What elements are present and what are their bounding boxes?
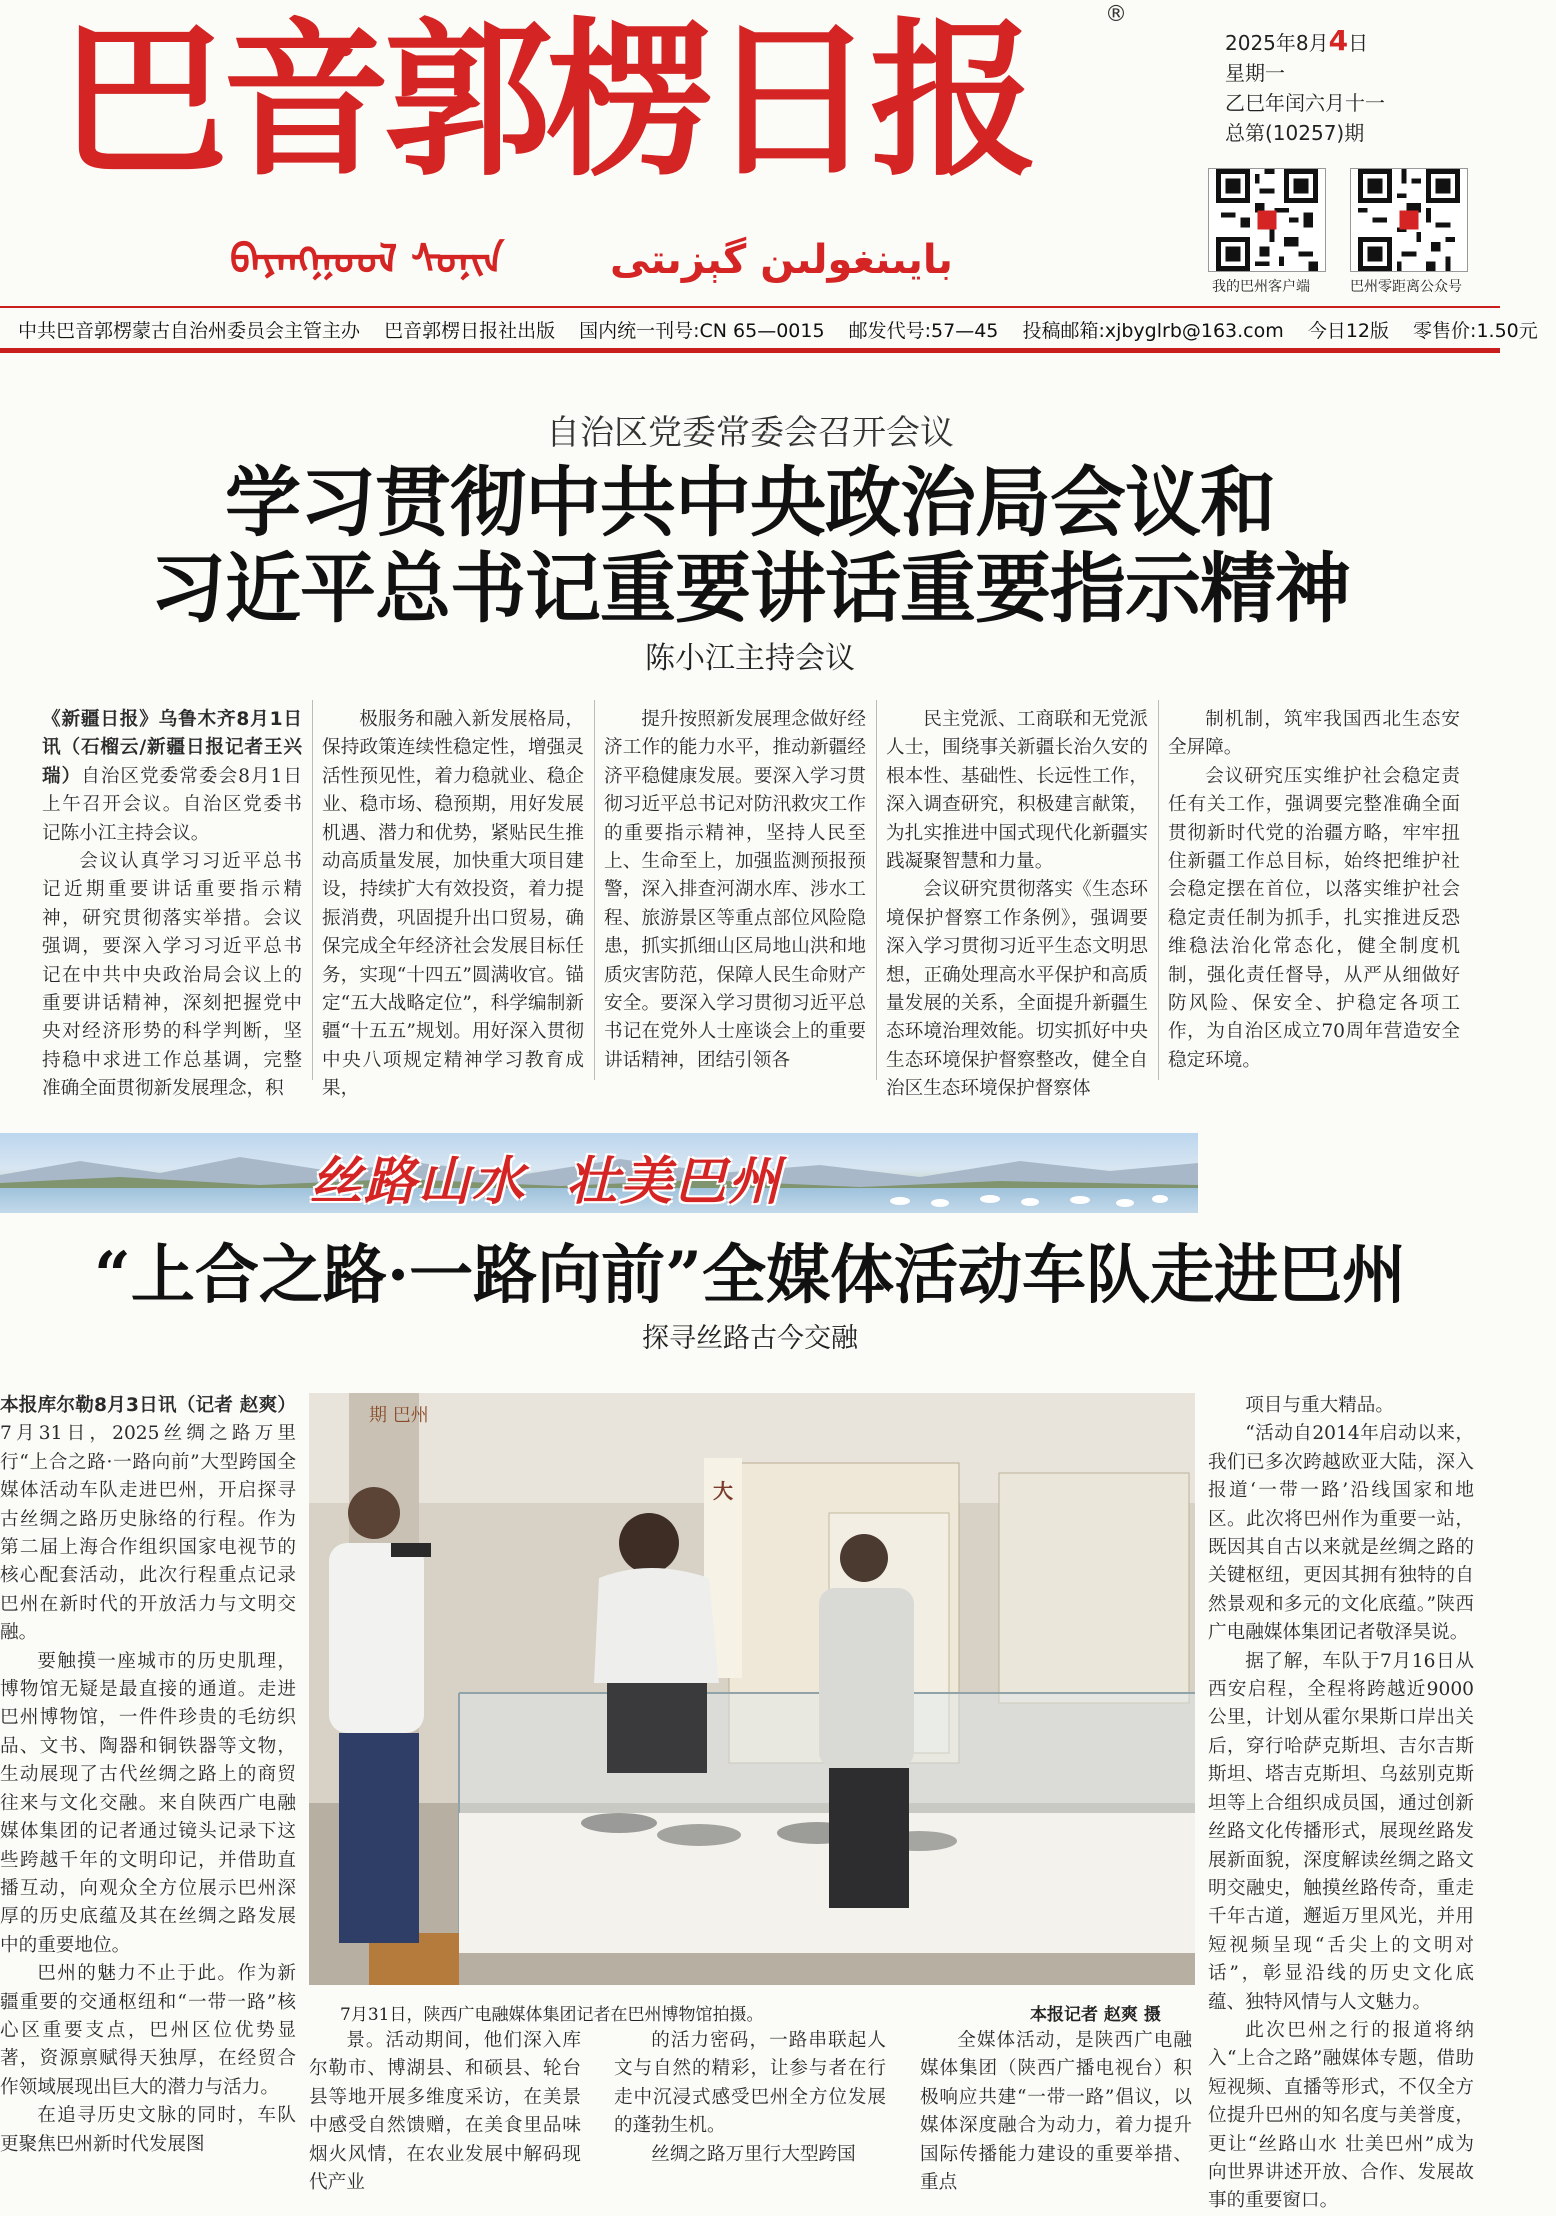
article-paragraph: 会议认真学习习近平总书记近期重要讲话重要指示精神，研究贯彻落实举措。会议强调，要深入学习习近平总书记在中共中央政治局会议上的重要讲话精神，深刻把握党中央对经济形势的科学判断，坚持稳中求进工作总基调，完整准确全面贯彻新发展理念，积	[42, 851, 302, 1100]
lunar-date: 乙巳年闰六月十一	[1225, 91, 1385, 115]
article-paragraph: 制机制，筑牢我国西北生态安全屏障。	[1168, 709, 1460, 759]
article-paragraph: 景。活动期间，他们深入库尔勒市、博湖县、和硕县、轮台县等地开展多维度采访，在美景中感受自然馈赠，在美食里品味烟火风情，在农业发展中解码现代产业	[309, 2030, 581, 2194]
lead-column-1: 《新疆日报》乌鲁木齐8月1日讯（石榴云/新疆日报记者王兴瑞）自治区党委常委会8月1日上午召开会议。自治区党委书记陈小江主持会议。 会议认真学习习近平总书记近期重要讲话重要指示精神，研究贯彻落实举措。会议强调，要深入学习习近平总书记在中共中央政治局会议上的重要讲话精神，深刻把握党中央对经济形势的科学判断，坚持稳中求进工作总基调，完整准确全面贯彻新发展理念，积	[42, 706, 302, 1086]
feature-bottom-column-2	[614, 2027, 886, 2188]
info-page-count: 今日12版	[1307, 320, 1389, 342]
column-divider	[876, 700, 877, 1080]
top-rule	[0, 306, 1500, 308]
lead-headline-line1: 学习贯彻中共中央政治局会议和	[225, 458, 1275, 547]
lead-column-3	[604, 706, 866, 1086]
article-paragraph: 在追寻历史文脉的同时，车队更聚焦巴州新时代发展图	[0, 2105, 296, 2155]
feature-bottom-column-3	[920, 2027, 1192, 2194]
column-divider	[312, 700, 313, 1080]
article-paragraph: 要触摸一座城市的历史肌理，博物馆无疑是最直接的通道。走进巴州博物馆，一件件珍贵的毛纺织品、文书、陶器和铜铁器等文物，生动展现了古代丝绸之路上的商贸往来与文化交融。来自陕西广电融媒体集团的记者通过镜头记录下这些跨越千年的文明印记，并借助直播互动，向观众全方位展示巴州深厚的历史底蕴及其在丝绸之路发展中的重要地位。	[0, 1650, 296, 1956]
uyghur-title: بايىنغولىن گېزىتى	[610, 237, 953, 283]
feature-dateline: 本报库尔勒8月3日讯（记者 赵爽）	[0, 1395, 296, 1416]
info-price: 零售价:1.50元	[1413, 320, 1538, 342]
lead-kicker: 自治区党委常委会召开会议	[546, 413, 954, 453]
lead-headline-line2: 习近平总书记重要讲话重要指示精神	[150, 544, 1350, 633]
mongolian-title: ᠪᠠᠶᠠᠩᠭᠣᠣᠯ ᠰᠣᠨᠢᠨ	[230, 237, 505, 283]
info-postal-code: 邮发代号:57—45	[848, 320, 999, 342]
feature-headline: “上合之路·一路向前”全媒体活动车队走进巴州	[94, 1238, 1406, 1313]
article-paragraph: 巴州的魅力不止于此。作为新疆重要的交通枢纽和“一带一路”核心区重要支点，巴州区位优势显著，资源禀赋得天独厚，在经贸合作领域展现出巨大的潜力与活力。	[0, 1963, 296, 2098]
article-paragraph: 提升按照新发展理念做好经济工作的能力水平，推动新疆经济平稳健康发展。要深入学习贯彻习近平总书记对防汛救灾工作的重要指示精神，坚持人民至上、生命至上，加强监测预报预警，深入排查河湖水库、涉水工程、旅游景区等重点部位风险隐患，抓实抓细山区局地山洪和地质灾害防范，保障人民生命财产安全。要深入学习贯彻习近平总书记在党外人士座谈会上的重要讲话精神，团结引领各	[604, 709, 866, 1071]
photo-caption: 7月31日，陕西广电融媒体集团记者在巴州博物馆拍摄。	[340, 2005, 764, 2025]
qr-code-client-app[interactable]	[1208, 168, 1326, 272]
feature-column-4	[1208, 1392, 1474, 2212]
lead-column-5	[1168, 706, 1460, 1086]
exhibit-board-title: 大	[713, 1479, 733, 1503]
feature-column-1: 本报库尔勒8月3日讯（记者 赵爽）7月31日，2025丝绸之路万里行“上合之路·一路向前”大型跨国全媒体活动车队走进巴州，开启探寻古丝绸之路历史脉络的行程。作为第二届上海合作组织国家电视节的核心配套活动，此次行程重点记录巴州在新时代的开放活力与文明交融。 要触摸一座城市的历史肌理，博物馆无疑是最直接的通道。走进巴州博物馆，一件件珍贵的毛纺织品、文书、陶器和铜铁器等文物，生动展现了古代丝绸之路上的商贸往来与文化交融。来自陕西广电融媒体集团的记者通过镜头记录下这些跨越千年的文明印记，并借助直播互动，向观众全方位展示巴州深厚的历史底蕴及其在丝绸之路发展中的重要地位。 巴州的魅力不止于此。作为新疆重要的交通枢纽和“一带一路”核心区重要支点，巴州区位优势显著，资源禀赋得天独厚，在经贸合作领域展现出巨大的潜力与活力。 在追寻历史文脉的同时，车队更聚焦巴州新时代发展图	[0, 1392, 296, 2188]
article-paragraph: 极服务和融入新发展格局，保持政策连续性稳定性，增强灵活性预见性，着力稳就业、稳企业、稳市场、稳预期，用好发展机遇、潜力和优势，紧贴民生推动高质量发展，加快重大项目建设，持续扩大有效投资，着力提振消费，巩固提升出口贸易，确保完成全年经济社会发展目标任务，实现“十四五”圆满收官。锚定“五大战略定位”，科学编制新疆“十五五”规划。用好深入贯彻中央八项规定精神学习教育成果，	[322, 709, 584, 1100]
visitor-right	[819, 1534, 914, 1908]
lead-column-4	[886, 706, 1148, 1100]
article-paragraph: 会议研究压实维护社会稳定责任有关工作，强调要完整准确全面贯彻新时代党的治疆方略，牢牢扭住新疆工作总目标，始终把维护社会稳定摆在首位，以落实维护社会稳定责任制为抓手，扎实推进反恐维稳法治化常态化，健全制度机制，强化责任督导，从严从细做好防风险、保安全、护稳定各项工作，为自治区成立70周年营造安全稳定环境。	[1168, 765, 1460, 1071]
visitor-left	[329, 1487, 431, 1943]
museum-scene-illustration	[309, 1393, 1195, 1985]
banner-slogan	[310, 1139, 822, 1214]
column-divider	[594, 700, 595, 1080]
column-divider	[1158, 700, 1159, 1080]
newspaper-title: 巴音郭楞日报	[60, 1, 1032, 199]
section-banner	[0, 1133, 1198, 1213]
feature-subhead: 探寻丝路古今交融	[642, 1323, 858, 1354]
info-bar-rule	[0, 348, 1500, 353]
article-paragraph: 丝绸之路万里行大型跨国	[651, 2143, 856, 2165]
feature-bottom-column-1	[309, 2027, 581, 2194]
museum-photo	[309, 1393, 1195, 1985]
date-block	[1225, 26, 1465, 148]
article-paragraph: 的活力密码，一路串联起人文与自然的精彩，让参与者在行走中沉浸式感受巴州全方位发展的蓬勃生机。	[614, 2030, 886, 2137]
article-paragraph: 项目与重大精品。	[1245, 1395, 1394, 1416]
exhibit-side-text: 期 巴州	[369, 1405, 429, 1426]
lead-column-2	[322, 706, 584, 1100]
qr-caption-official-account: 巴州零距离公众号	[1350, 279, 1462, 295]
publication-info-bar	[18, 316, 1538, 346]
info-publisher: 巴音郭楞日报社出版	[384, 320, 556, 342]
lead-dateline: 《新疆日报》乌鲁木齐8月1日讯（石榴云/新疆日报记者王兴瑞）	[42, 709, 302, 787]
banner-slogan-left: 丝路山水	[310, 1152, 527, 1212]
swans-graphic	[880, 1177, 1180, 1211]
lead-subhead: 陈小江主持会议	[645, 641, 855, 676]
info-email[interactable]: 投稿邮箱:xjbyglrb@163.com	[1022, 320, 1284, 342]
article-paragraph: 据了解，车队于7月16日从西安启程，全程将跨越近9000公里，计划从霍尔果斯口岸出关后，穿行哈萨克斯坦、吉尔吉斯斯坦、塔吉克斯坦、乌兹别克斯坦等上合组织成员国，通过创新丝路文化传播形式，展现丝路发展新面貌，深度解读丝绸之路文明交融史，触摸丝路传奇，重走千年古道，邂逅万里风光，并用短视频呈现“舌尖上的文明对话”，彰显沿线的历史文化底蕴、独特风情与人文魅力。	[1208, 1650, 1474, 2013]
article-paragraph: 会议研究贯彻落实《生态环境保护督察工作条例》，强调要深入学习贯彻习近平生态文明思想，正确处理高水平保护和高质量发展的关系，全面提升新疆生态环境治理效能。切实抓好中央生态环境保护督察整改，健全自治区生态环境保护督察体	[886, 879, 1148, 1100]
weekday: 星期一	[1225, 61, 1285, 85]
article-paragraph: 民主党派、工商联和无党派人士，围绕事关新疆长治久安的根本性、基础性、长远性工作，深入调查研究，积极建言献策，为扎实推进中国式现代化新疆实践凝聚智慧和力量。	[886, 709, 1148, 873]
info-sponsor: 中共巴音郭楞蒙古自治州委员会主管主办	[18, 320, 361, 342]
issue-number: 总第(10257)期	[1225, 121, 1365, 145]
photo-credit: 本报记者 赵爽 摄	[1030, 2005, 1161, 2025]
qr-code-official-account[interactable]	[1350, 168, 1468, 272]
registered-mark: ®	[1105, 2, 1127, 27]
banner-slogan-right: 壮美巴州	[566, 1152, 783, 1212]
article-paragraph: “活动自2014年启动以来，我们已多次跨越欧亚大陆，深入报道‘一带一路’沿线国家和地区。此次将巴州作为重要一站，既因其自古以来就是丝绸之路的关键枢纽，更因其拥有独特的自然景观和多元的文化底蕴。”陕西广电融媒体集团记者敬泽昊说。	[1208, 1423, 1474, 1644]
article-paragraph: 此次巴州之行的报道将纳入“上合之路”融媒体专题，借助短视频、直播等形式，不仅全方位提升巴州的知名度与美誉度，更让“丝路山水 壮美巴州”成为向世界讲述开放、合作、发展故事的重要窗口。	[1208, 2019, 1474, 2212]
info-cn-number: 国内统一刊号:CN 65—0015	[579, 320, 825, 342]
article-paragraph: 全媒体活动，是陕西广电融媒体集团（陕西广播电视台）积极响应共建“一带一路”倡议，以媒体深度融合为动力，着力提升国际传播能力建设的重要举措、重点	[920, 2030, 1192, 2194]
qr-caption-client-app: 我的巴州客户端	[1212, 279, 1310, 295]
issue-date: 2025年8月4日	[1225, 24, 1369, 57]
